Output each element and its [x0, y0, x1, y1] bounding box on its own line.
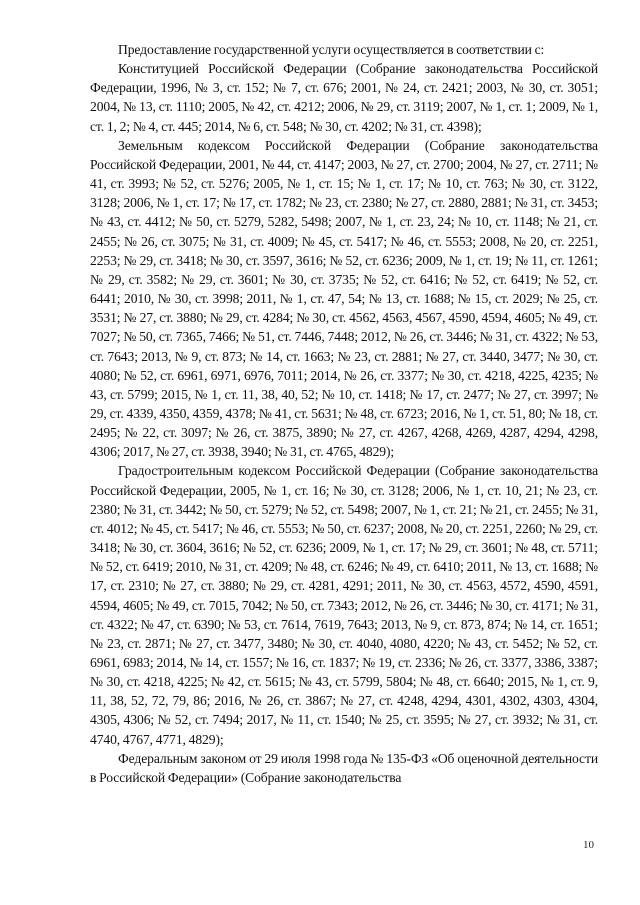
federal-law-paragraph: Федеральным законом от 29 июля 1998 года № 135-ФЗ «Об оценочной деятельности в Российской Федерации» (Собрание законодательства: [90, 750, 598, 785]
urban-planning-code-paragraph: Градостроительным кодексом Российской Федерации (Собрание законодательства Российской Федерации, 2005, № 1, ст. 16; № 30, ст. 3128; 2006, № 1, ст. 10, 21; № 23, ст. 2380; № 31, ст. 3442; № 50, ст. 5279; № 52, ст. 5498; 2007, № 1, ст. 21; № 21, ст. 2455; № 31, ст. 4012; № 45, ст. 5417; № 46, ст. 5553; № 50, ст. 6237; 2008, № 20, ст. 2251, 2260; № 29, ст. 3418; № 30, ст. 3604, 3616; № 52, ст. 6236; 2009, № 1, ст. 17; № 29, ст. 3601; № 48, ст. 5711; № 52, ст. 6419; 2010, № 31, ст. 4209; № 48, ст. 6246; № 49, ст. 6410; 2011, № 13, ст. 1688; № 17, ст. 2310; № 27, ст. 3880; № 29, ст. 4281, 4291; 2011, № 30, ст. 4563, 4572, 4590, 4591, 4594, 4605; № 49, ст. 7015, 7042; № 50, ст. 7343; 2012, № 26, ст. 3446; № 30, ст. 4171; № 31, ст. 4322; № 47, ст. 6390; № 53, ст. 7614, 7619, 7643; 2013, № 9, ст. 873, 874; № 14, ст. 1651; № 23, ст. 2871; № 27, ст. 3477, 3480; № 30, ст. 4040, 4080, 4220; № 43, ст. 5452; № 52, ст. 6961, 6983; 2014, № 14, ст. 1557; № 16, ст. 1837; № 19, ст. 2336; № 26, ст. 3377, 3386, 3387; № 30, ст. 4218, 4225; № 42, ст. 5615; № 43, ст. 5799, 5804; № 48, ст. 6640; 2015, № 1, ст. 9, 11, 38, 52, 72, 79, 86; 2016, № 26, ст. 3867; № 27, ст. 4248, 4294, 4301, 4302, 4303, 4304, 4305, 4306; № 52, ст. 7494; 2017, № 11, ст. 1540; № 25, ст. 3595; № 27, ст. 3932; № 31, ст. 4740, 4767, 4771, 4829);: [90, 463, 598, 747]
intro-paragraph: Предоставление государственной услуги осуществляется в соответствии с:: [118, 42, 545, 57]
page-number: 10: [583, 839, 594, 851]
document-body: [90, 40, 598, 787]
land-code-paragraph: Земельным кодексом Российской Федерации (Собрание законодательства Российской Федерации, 2001, № 44, ст. 4147; 2003, № 27, ст. 2700; 2004, № 27, ст. 2711; № 41, ст. 3993; № 52, ст. 5276; 2005, № 1, ст. 15; № 1, ст. 17; № 10, ст. 763; № 30, ст. 3122, 3128; 2006, № 1, ст. 17; № 17, ст. 1782; № 23, ст. 2380; № 27, ст. 2880, 2881; № 31, ст. 3453; № 43, ст. 4412; № 50, ст. 5279, 5282, 5498; 2007, № 1, ст. 23, 24; № 10, ст. 1148; № 21, ст. 2455; № 26, ст. 3075; № 31, ст. 4009; № 45, ст. 5417; № 46, ст. 5553; 2008, № 20, ст. 2251, 2253; № 29, ст. 3418; № 30, ст. 3597, 3616; № 52, ст. 6236; 2009, № 1, ст. 19; № 11, ст. 1261; № 29, ст. 3582; № 29, ст. 3601; № 30, ст. 3735; № 52, ст. 6416; № 52, ст. 6419; № 52, ст. 6441; 2010, № 30, ст. 3998; 2011, № 1, ст. 47, 54; № 13, ст. 1688; № 15, ст. 2029; № 25, ст. 3531; № 27, ст. 3880; № 29, ст. 4284; № 30, ст. 4562, 4563, 4567, 4590, 4594, 4605; № 49, ст. 7027; № 50, ст. 7365, 7466; № 51, ст. 7446, 7448; 2012, № 26, ст. 3446; № 31, ст. 4322; № 53, ст. 7643; 2013, № 9, ст. 873; № 14, ст. 1663; № 23, ст. 2881; № 27, ст. 3440, 3477; № 30, ст. 4080; № 52, ст. 6961, 6971, 6976, 7011; 2014, № 26, ст. 3377; № 30, ст. 4218, 4225, 4235; № 43, ст. 5799; 2015, № 1, ст. 11, 38, 40, 52; № 10, ст. 1418; № 17, ст. 2477; № 27, ст. 3997; № 29, ст. 4339, 4350, 4359, 4378; № 41, ст. 5631; № 48, ст. 6723; 2016, № 1, ст. 51, 80; № 18, ст. 2495; № 22, ст. 3097; № 26, ст. 3875, 3890; № 27, ст. 4267, 4268, 4269, 4287, 4294, 4298, 4306; 2017, № 27, ст. 3938, 3940; № 31, ст. 4765, 4829);: [90, 137, 598, 460]
constitution-paragraph: Конституцией Российской Федерации (Собрание законодательства Российской Федерации, 1996, № 3, ст. 152; № 7, ст. 676; 2001, № 24, ст. 2421; 2003, № 30, ст. 3051; 2004, № 13, ст. 1110; 2005, № 42, ст. 4212; 2006, № 29, ст. 3119; 2007, № 1, ст. 1; 2009, № 1, ст. 1, 2; № 4, ст. 445; 2014, № 6, ст. 548; № 30, ст. 4202; № 31, ст. 4398);: [90, 61, 598, 134]
